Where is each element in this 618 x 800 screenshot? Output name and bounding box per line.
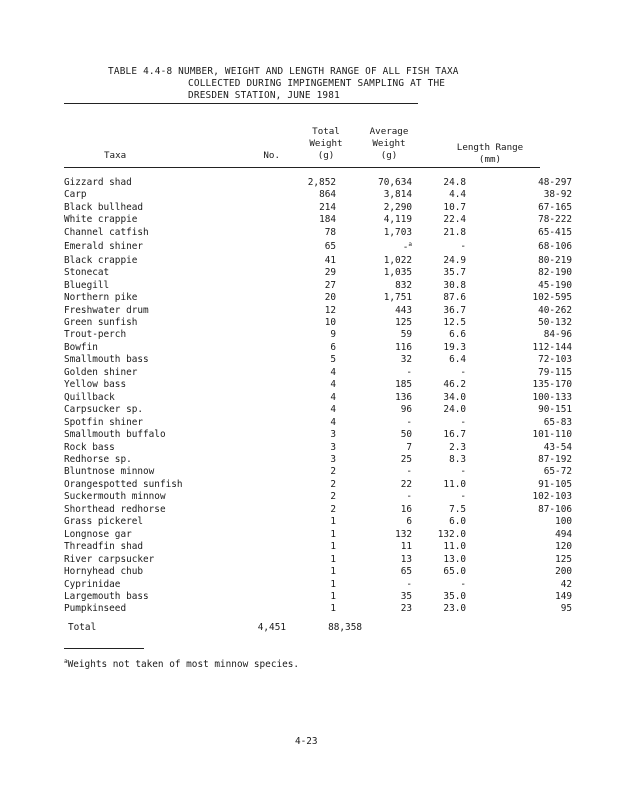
cell-length-range: 102-595	[532, 292, 572, 304]
cell-average-weight: -	[460, 416, 466, 428]
cell-average-weight: 8.3	[449, 453, 466, 465]
cell-number: 3	[330, 429, 336, 441]
header-average-weight-line-1: Average	[369, 126, 409, 137]
cell-total-weight: 1,751	[383, 292, 412, 304]
cell-number: 2	[330, 503, 336, 515]
cell-total-weight: 23	[400, 603, 412, 615]
cell-length-range: 68-106	[538, 240, 572, 252]
cell-total-weight: -	[406, 466, 412, 478]
cell-total-weight: 4,119	[383, 214, 412, 226]
table-row	[64, 379, 572, 391]
table-row	[64, 603, 572, 615]
cell-total-weight: 1,703	[383, 226, 412, 238]
table-body	[64, 177, 572, 616]
cell-total-weight: -$^a$	[402, 241, 412, 254]
table-row	[64, 404, 572, 416]
cell-total-weight: 443	[395, 304, 412, 316]
cell-number: 184	[319, 214, 336, 226]
cell-average-weight: 23.0	[443, 603, 466, 615]
table-row	[64, 202, 572, 214]
cell-length-range: 65-83	[543, 416, 572, 428]
cell-number: 20	[324, 292, 336, 304]
footnote-reference: a	[408, 241, 412, 249]
table-row	[64, 591, 572, 603]
cell-number: 1	[330, 578, 336, 590]
cell-number: 864	[319, 189, 336, 201]
table-row	[64, 516, 572, 528]
cell-taxa: Stonecat	[64, 267, 110, 279]
table-title	[100, 66, 520, 102]
table-row	[64, 317, 572, 329]
cell-taxa: Yellow bass	[64, 379, 127, 391]
cell-taxa: Bowfin	[64, 341, 98, 353]
cell-length-range: 102-103	[532, 491, 572, 503]
cell-average-weight: -	[460, 466, 466, 478]
cell-total-weight: 70,634	[378, 177, 412, 188]
cell-average-weight: -	[460, 491, 466, 503]
cell-average-weight: 7.5	[449, 503, 466, 515]
cell-taxa: Cyprinidae	[64, 578, 121, 590]
cell-average-weight: 35.0	[443, 590, 466, 602]
cell-number: 29	[324, 267, 336, 279]
cell-taxa: Gizzard shad	[64, 177, 132, 188]
table-row	[64, 189, 572, 201]
table-row	[64, 239, 572, 254]
total-label: Total	[68, 622, 97, 633]
cell-number: 5	[330, 354, 336, 366]
cell-number: 78	[324, 226, 336, 238]
cell-taxa: Longnose gar	[64, 528, 132, 540]
total-number: 4,451	[257, 622, 286, 633]
header-average-weight-line-3: (g)	[380, 150, 398, 161]
cell-taxa: Green sunfish	[64, 316, 138, 328]
cell-taxa: Grass pickerel	[64, 516, 144, 528]
table-row	[64, 227, 572, 239]
cell-total-weight: -	[406, 491, 412, 503]
table-row	[64, 177, 572, 189]
footnote-text: Weights not taken of most minnow species.	[67, 659, 300, 670]
table-row	[64, 566, 572, 578]
cell-number: 41	[324, 254, 336, 266]
header-average-weight	[358, 126, 420, 162]
cell-average-weight: 24.9	[443, 254, 466, 266]
cell-average-weight: 19.3	[443, 341, 466, 353]
table-row	[64, 579, 572, 591]
cell-number: 1	[330, 553, 336, 565]
cell-total-weight: 132	[395, 528, 412, 540]
table-row	[64, 466, 572, 478]
cell-number: 3	[330, 441, 336, 453]
table-row	[64, 491, 572, 503]
cell-length-range: 65-415	[538, 226, 572, 238]
header-total-weight	[296, 126, 356, 162]
header-average-weight-line-2: Weight	[372, 138, 406, 149]
cell-taxa: Black bullhead	[64, 201, 144, 213]
header-length-range-line-2: (mm)	[478, 154, 502, 165]
cell-average-weight: 22.4	[443, 214, 466, 226]
cell-average-weight: 65.0	[443, 566, 466, 578]
table-row	[64, 267, 572, 279]
cell-total-weight: 59	[400, 329, 412, 341]
cell-total-weight: 16	[400, 503, 412, 515]
cell-length-range: 82-190	[538, 267, 572, 279]
cell-taxa: White crappie	[64, 214, 138, 226]
cell-average-weight: 4.4	[449, 189, 466, 201]
table-row	[64, 541, 572, 553]
cell-length-range: 149	[555, 590, 572, 602]
cell-number: 1	[330, 590, 336, 602]
cell-length-range: 45-190	[538, 279, 572, 291]
header-total-weight-line-3: (g)	[317, 150, 335, 161]
page-number: 4-23	[295, 736, 318, 747]
cell-length-range: 95	[560, 603, 572, 615]
cell-average-weight: 36.7	[443, 304, 466, 316]
cell-total-weight: 96	[400, 404, 412, 416]
cell-average-weight: 6.4	[449, 354, 466, 366]
cell-taxa: Hornyhead chub	[64, 566, 144, 578]
table-row	[64, 292, 572, 304]
cell-total-weight: 2,290	[383, 201, 412, 213]
cell-number: 1	[330, 541, 336, 553]
table-row	[64, 479, 572, 491]
cell-taxa: Orangespotted sunfish	[64, 478, 183, 490]
cell-average-weight: 30.8	[443, 279, 466, 291]
table-row	[64, 429, 572, 441]
header-no: No.	[263, 150, 280, 161]
cell-taxa: Quillback	[64, 391, 115, 403]
cell-taxa: River carpsucker	[64, 553, 155, 565]
cell-length-range: 67-165	[538, 201, 572, 213]
cell-length-range: 87-106	[538, 503, 572, 515]
cell-length-range: 78-222	[538, 214, 572, 226]
cell-number: 4	[330, 391, 336, 403]
cell-number: 2	[330, 478, 336, 490]
cell-taxa: Bluegill	[64, 279, 110, 291]
cell-taxa: Shorthead redhorse	[64, 503, 166, 515]
cell-taxa: Emerald shiner	[64, 240, 144, 252]
cell-length-range: 494	[555, 528, 572, 540]
cell-length-range: 80-219	[538, 254, 572, 266]
table-row	[64, 329, 572, 341]
cell-total-weight: 50	[400, 429, 412, 441]
cell-total-weight: 11	[400, 541, 412, 553]
cell-number: 4	[330, 416, 336, 428]
table-row	[64, 214, 572, 226]
cell-total-weight: 185	[395, 379, 412, 391]
cell-total-weight: 35	[400, 590, 412, 602]
footnote-marker: a	[64, 658, 68, 665]
table-row	[64, 280, 572, 292]
cell-length-range: 38-92	[543, 189, 572, 201]
cell-average-weight: 16.7	[443, 429, 466, 441]
cell-total-weight: 136	[395, 391, 412, 403]
cell-average-weight: -	[460, 240, 466, 252]
cell-average-weight: 10.7	[443, 201, 466, 213]
cell-taxa: Northern pike	[64, 292, 138, 304]
header-length-range-line-1: Length Range	[456, 142, 524, 153]
cell-number: 1	[330, 516, 336, 528]
cell-length-range: 84-96	[543, 329, 572, 341]
table-row	[64, 392, 572, 404]
cell-number: 1	[330, 566, 336, 578]
cell-number: 10	[324, 316, 336, 328]
cell-number: 65	[324, 240, 336, 252]
cell-length-range: 42	[560, 578, 572, 590]
cell-average-weight: 12.5	[443, 316, 466, 328]
cell-taxa: Black crappie	[64, 254, 138, 266]
cell-number: 27	[324, 279, 336, 291]
cell-average-weight: 24.8	[443, 177, 466, 188]
header-taxa: Taxa	[104, 150, 127, 161]
cell-number: 214	[319, 201, 336, 213]
cell-total-weight: 1,022	[383, 254, 412, 266]
cell-length-range: 112-144	[532, 341, 572, 353]
cell-number: 12	[324, 304, 336, 316]
cell-length-range: 90-151	[538, 404, 572, 416]
cell-length-range: 100	[555, 516, 572, 528]
table-row	[64, 504, 572, 516]
table-row	[64, 255, 572, 267]
cell-number: 6	[330, 341, 336, 353]
cell-number: 4	[330, 404, 336, 416]
cell-length-range: 79-115	[538, 366, 572, 378]
cell-total-weight: 65	[400, 566, 412, 578]
table-title-line-3: DRESDEN STATION, JUNE 1981	[188, 90, 340, 101]
cell-number: 4	[330, 379, 336, 391]
cell-total-weight: 6	[406, 516, 412, 528]
cell-length-range: 87-192	[538, 453, 572, 465]
cell-average-weight: 13.0	[443, 553, 466, 565]
cell-average-weight: 34.0	[443, 391, 466, 403]
cell-length-range: 91-105	[538, 478, 572, 490]
cell-number: 2	[330, 466, 336, 478]
cell-length-range: 200	[555, 566, 572, 578]
cell-total-weight: 32	[400, 354, 412, 366]
header-total-weight-line-2: Weight	[309, 138, 343, 149]
footnote-rule	[64, 648, 144, 649]
table-title-line-2: COLLECTED DURING IMPINGEMENT SAMPLING AT THE	[188, 78, 446, 89]
total-weight: 88,358	[328, 622, 362, 633]
cell-length-range: 40-262	[538, 304, 572, 316]
cell-average-weight: 6.6	[449, 329, 466, 341]
cell-total-weight: 13	[400, 553, 412, 565]
cell-number: 3	[330, 453, 336, 465]
cell-total-weight: 25	[400, 453, 412, 465]
cell-taxa: Carpsucker sp.	[64, 404, 144, 416]
cell-average-weight: -	[460, 366, 466, 378]
fish-taxa-table	[64, 177, 572, 616]
header-rule	[64, 167, 540, 168]
cell-taxa: Golden shiner	[64, 366, 138, 378]
cell-taxa: Rock bass	[64, 441, 115, 453]
cell-number: 9	[330, 329, 336, 341]
table-title-line-1: TABLE 4.4-8 NUMBER, WEIGHT AND LENGTH RANGE OF ALL FISH TAXA	[108, 66, 459, 77]
cell-length-range: 135-170	[532, 379, 572, 391]
table-row	[64, 454, 572, 466]
cell-taxa: Pumpkinseed	[64, 603, 127, 615]
cell-average-weight: 132.0	[437, 528, 466, 540]
cell-average-weight: 24.0	[443, 404, 466, 416]
cell-total-weight: 7	[406, 441, 412, 453]
cell-length-range: 125	[555, 553, 572, 565]
cell-length-range: 43-54	[543, 441, 572, 453]
cell-length-range: 48-297	[538, 177, 572, 188]
footnote	[64, 658, 299, 670]
cell-length-range: 120	[555, 541, 572, 553]
cell-average-weight: -	[460, 578, 466, 590]
table-row	[64, 367, 572, 379]
header-length-range	[440, 142, 540, 166]
cell-length-range: 72-103	[538, 354, 572, 366]
table-row	[64, 342, 572, 354]
cell-number: 2	[330, 491, 336, 503]
cell-taxa: Carp	[64, 189, 87, 201]
table-row	[64, 417, 572, 429]
cell-total-weight: -	[406, 416, 412, 428]
cell-taxa: Largemouth bass	[64, 590, 149, 602]
table-row	[64, 554, 572, 566]
header-total-weight-line-1: Total	[312, 126, 340, 137]
cell-length-range: 101-110	[532, 429, 572, 441]
cell-taxa: Suckermouth minnow	[64, 491, 166, 503]
cell-total-weight: 832	[395, 279, 412, 291]
cell-length-range: 100-133	[532, 391, 572, 403]
cell-total-weight: 125	[395, 316, 412, 328]
cell-total-weight: 116	[395, 341, 412, 353]
cell-number: 4	[330, 366, 336, 378]
cell-taxa: Redhorse sp.	[64, 453, 132, 465]
cell-taxa: Channel catfish	[64, 226, 149, 238]
cell-average-weight: 46.2	[443, 379, 466, 391]
cell-taxa: Smallmouth buffalo	[64, 429, 166, 441]
table-row	[64, 305, 572, 317]
cell-taxa: Spotfin shiner	[64, 416, 144, 428]
cell-total-weight: -	[406, 578, 412, 590]
table-row	[64, 442, 572, 454]
cell-average-weight: 21.8	[443, 226, 466, 238]
cell-average-weight: 11.0	[443, 541, 466, 553]
cell-total-weight: 22	[400, 478, 412, 490]
cell-taxa: Trout-perch	[64, 329, 127, 341]
cell-number: 2,852	[307, 177, 336, 188]
cell-length-range: 65-72	[543, 466, 572, 478]
cell-number: 1	[330, 603, 336, 615]
table-row	[64, 354, 572, 366]
table-row	[64, 529, 572, 541]
cell-taxa: Freshwater drum	[64, 304, 149, 316]
cell-average-weight: 2.3	[449, 441, 466, 453]
cell-total-weight: 3,814	[383, 189, 412, 201]
cell-average-weight: 35.7	[443, 267, 466, 279]
cell-average-weight: 11.0	[443, 478, 466, 490]
cell-length-range: 50-132	[538, 316, 572, 328]
cell-taxa: Bluntnose minnow	[64, 466, 155, 478]
cell-average-weight: 87.6	[443, 292, 466, 304]
title-rule	[64, 103, 418, 104]
cell-taxa: Threadfin shad	[64, 541, 144, 553]
cell-total-weight: -	[406, 366, 412, 378]
cell-number: 1	[330, 528, 336, 540]
cell-taxa: Smallmouth bass	[64, 354, 149, 366]
cell-total-weight: 1,035	[383, 267, 412, 279]
cell-average-weight: 6.0	[449, 516, 466, 528]
